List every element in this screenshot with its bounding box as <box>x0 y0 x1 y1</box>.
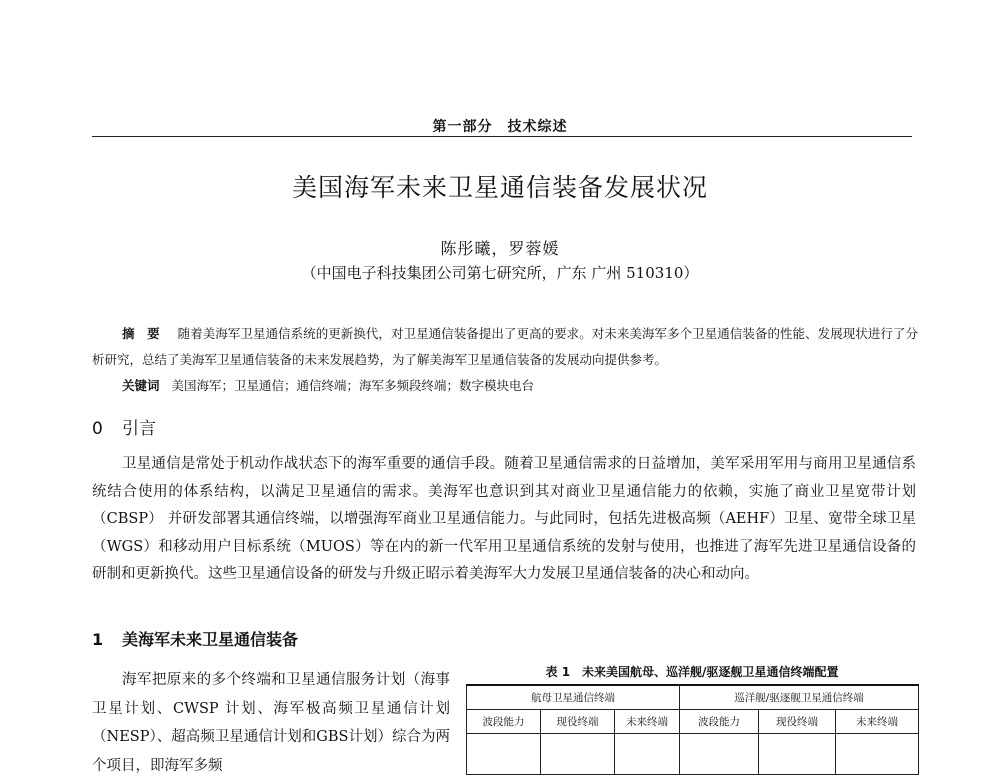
column-header: 未来终端 <box>615 710 680 734</box>
authors: 陈彤曦，罗蓉媛 <box>440 239 560 258</box>
section-number: 1 <box>92 630 104 649</box>
table-cell <box>836 734 919 775</box>
table-caption: 表 1 未来美国航母、巡洋舰/驱逐舰卫星通信终端配置 <box>545 665 839 679</box>
abstract-text: 随着美海军卫星通信系统的更新换代，对卫星通信装备提出了更高的要求。对未来美海军多个卫星通信装备的性能、发展现状进行了分析研究，总结了美海军卫星通信装备的未来发展趋势，为了解美海军卫星通信装备的发展动向提供参考。 <box>92 326 918 367</box>
column-header: 波段能力 <box>680 710 759 734</box>
table-row <box>467 734 919 775</box>
table-cell <box>759 734 836 775</box>
table-cell <box>680 734 759 775</box>
table-cell <box>467 734 541 775</box>
intro-paragraph: 卫星通信是常处于机动作战状态下的海军重要的通信手段。随着卫星通信需求的日益增加，美军采用军用与商用卫星通信系统结合使用的体系结构，以满足卫星通信的需求。美海军也意识到其对商业卫星通信能力的依赖，实施了商业卫星宽带计划（CBSP） 并研发部署其通信终端，以增强海军商业卫星通信能力。与此同时，包括先进极高频（AEHF）卫星、宽带全球卫星（WGS）和移动用户目标系统（MUOS）等在内的新一代军用卫星通信系统的发射与使用，也推进了海军先进卫星通信设备的研制和更新换代。这些卫星通信设备的研发与升级正昭示着美海军大力发展卫星通信装备的决心和动向。 <box>92 456 916 582</box>
table-cell <box>615 734 680 775</box>
column-header: 未来终端 <box>836 710 919 734</box>
section-heading-equipment <box>92 627 298 650</box>
terminal-config-table <box>466 684 919 775</box>
equipment-paragraph: 海军把原来的多个终端和卫星通信服务计划（海事卫星计划、CWSP 计划、海军极高频卫星通信计划（NESP）、超高频卫星通信计划和GBS计划）综合为两个项目，即海军多频 <box>92 672 450 774</box>
section-header: 第一部分 技术综述 <box>432 119 568 135</box>
group-header-cruiser: 巡洋舰/驱逐舰卫星通信终端 <box>680 685 919 710</box>
section-title: 引言 <box>122 419 156 439</box>
keywords-text: 美国海军；卫星通信；通信终端；海军多频段终端；数字模块电台 <box>171 378 535 393</box>
table-group-header-row <box>467 685 919 710</box>
column-header: 现役终端 <box>541 710 615 734</box>
abstract-label: 摘 要 <box>122 326 160 341</box>
table-cell <box>541 734 615 775</box>
column-header: 现役终端 <box>759 710 836 734</box>
abstract <box>92 321 918 373</box>
keywords <box>122 373 534 399</box>
group-header-carrier: 航母卫星通信终端 <box>467 685 680 710</box>
table-column-header-row <box>467 710 919 734</box>
header-rule <box>92 136 912 137</box>
section-heading-intro <box>92 414 156 439</box>
affiliation: （中国电子科技集团公司第七研究所，广东 广州 510310） <box>301 264 699 282</box>
section-number: 0 <box>92 419 103 439</box>
paper-title: 美国海军未来卫星通信装备发展状况 <box>291 173 708 202</box>
section-title: 美海军未来卫星通信装备 <box>122 630 299 649</box>
column-header: 波段能力 <box>467 710 541 734</box>
keywords-label: 关键词 <box>122 378 160 393</box>
